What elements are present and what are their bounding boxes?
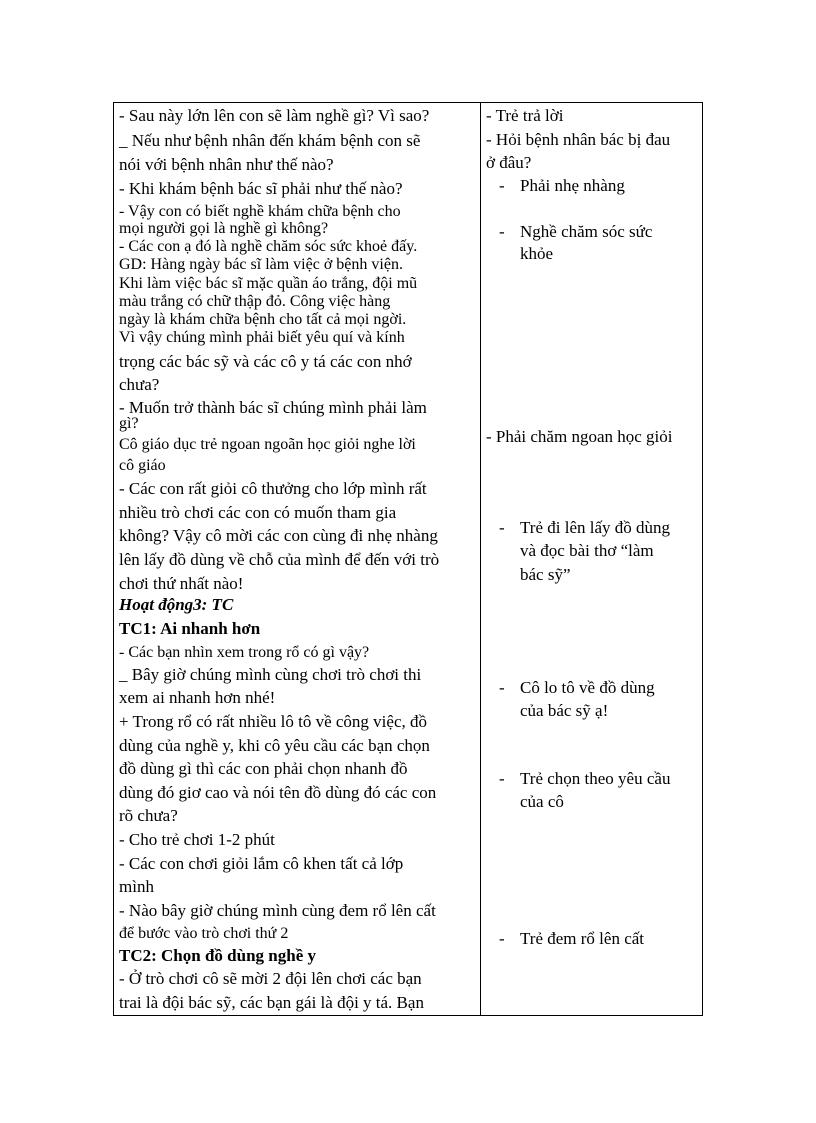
right-text-line: Trẻ đem rổ lên cất bbox=[520, 929, 645, 948]
left-text-line: Vì vậy chúng mình phải biết yêu quí và kính bbox=[119, 329, 405, 346]
left-text-line: Cô giáo dục trẻ ngoan ngoãn học giỏi nghe lời bbox=[119, 436, 416, 453]
right-text-line: của cô bbox=[520, 792, 564, 811]
right-text-line: - Hỏi bệnh nhân bác bị đau bbox=[486, 130, 671, 149]
left-text-line: - Sau này lớn lên con sẽ làm nghề gì? Vì sao? bbox=[119, 106, 430, 125]
left-text-line: - Khi khám bệnh bác sĩ phải như thế nào? bbox=[119, 179, 403, 198]
left-text-line: - Các con rất giỏi cô thưởng cho lớp mình rất bbox=[119, 479, 427, 498]
left-text-line: _ Bây giờ chúng mình cùng chơi trò chơi thi bbox=[119, 665, 422, 684]
left-text-line: màu trắng có chữ thập đỏ. Công việc hàng bbox=[119, 293, 391, 310]
left-text-line: + Trong rổ có rất nhiều lô tô về công việc, đồ bbox=[119, 712, 427, 731]
left-text-line: TC2: Chọn đồ dùng nghề y bbox=[119, 946, 316, 965]
left-text-line: xem ai nhanh hơn nhé! bbox=[119, 688, 276, 707]
left-text-line: - Ở trò chơi cô sẽ mời 2 đội lên chơi các bạn bbox=[119, 969, 422, 988]
left-text-line: dùng đó giơ cao và nói tên đồ dùng đó các con bbox=[119, 783, 437, 802]
left-text-line: chơi thứ nhất nào! bbox=[119, 574, 244, 593]
left-text-line: TC1: Ai nhanh hơn bbox=[119, 619, 261, 638]
right-text-line: của bác sỹ ạ! bbox=[520, 701, 609, 720]
right-text-line: Cô lo tô về đồ dùng bbox=[520, 678, 655, 697]
left-text-line: để bước vào trò chơi thứ 2 bbox=[119, 925, 289, 942]
left-text-line: trai là đội bác sỹ, các bạn gái là đội y tá. Bạn bbox=[119, 993, 424, 1012]
right-text-line: Trẻ đi lên lấy đồ dùng bbox=[520, 518, 671, 537]
left-text-line: lên lấy đồ dùng về chỗ của mình để đến với trò bbox=[119, 550, 440, 569]
left-text-line: - Muốn trở thành bác sĩ chúng mình phải làm bbox=[119, 398, 427, 417]
left-text-line: - Cho trẻ chơi 1-2 phút bbox=[119, 830, 275, 849]
right-text-line: khỏe bbox=[520, 244, 554, 263]
right-text-line: - bbox=[499, 222, 505, 241]
left-text-line: Hoạt động3: TC bbox=[119, 595, 234, 614]
right-text-line: Trẻ chọn theo yêu cầu bbox=[520, 769, 671, 788]
left-text-line: _ Nếu như bệnh nhân đến khám bệnh con sẽ bbox=[119, 131, 421, 150]
left-text-line: rõ chưa? bbox=[119, 806, 178, 825]
left-text-line: chưa? bbox=[119, 375, 160, 394]
right-text-line: - Phải chăm ngoan học giỏi bbox=[486, 427, 673, 446]
left-text-line: - Vậy con có biết nghề khám chữa bệnh cho bbox=[119, 203, 401, 220]
left-text-line: - Các con ạ đó là nghề chăm sóc sức khoẻ đấy. bbox=[119, 238, 418, 255]
left-text-line: - Các bạn nhìn xem trong rổ có gì vậy? bbox=[119, 644, 370, 661]
left-text-line: mọi người gọi là nghề gì không? bbox=[119, 220, 329, 237]
left-text-line: cô giáo bbox=[119, 457, 166, 474]
left-text-line: trọng các bác sỹ và các cô y tá các con nhớ bbox=[119, 352, 412, 371]
right-text-line: - bbox=[499, 518, 505, 537]
left-text-line: ngày là khám chữa bệnh cho tất cả mọi ngời. bbox=[119, 311, 407, 328]
right-text-line: - bbox=[499, 929, 505, 948]
right-text-line: - bbox=[499, 678, 505, 697]
right-text-line: - Trẻ trả lời bbox=[486, 106, 564, 125]
right-text-line: - bbox=[499, 769, 505, 788]
left-text-line: - Nào bây giờ chúng mình cùng đem rổ lên cất bbox=[119, 901, 436, 920]
left-text-line: đồ dùng gì thì các con phải chọn nhanh đồ bbox=[119, 759, 408, 778]
left-text-line: nói với bệnh nhân như thế nào? bbox=[119, 155, 334, 174]
right-text-line: ở đâu? bbox=[486, 153, 532, 172]
left-text-line: dùng của nghề y, khi cô yêu cầu các bạn chọn bbox=[119, 736, 430, 755]
left-text-line: mình bbox=[119, 877, 154, 896]
left-text-line: gì? bbox=[119, 415, 139, 432]
right-text-line: bác sỹ” bbox=[520, 565, 571, 584]
left-text-line: Khi làm việc bác sĩ mặc quần áo trắng, đội mũ bbox=[119, 275, 418, 292]
right-text-line: và đọc bài thơ “làm bbox=[520, 541, 654, 560]
column-divider bbox=[480, 103, 481, 1015]
left-text-line: GD: Hàng ngày bác sĩ làm việc ở bệnh viện. bbox=[119, 256, 403, 273]
right-text-line: Nghề chăm sóc sức bbox=[520, 222, 653, 241]
left-text-line: nhiều trò chơi các con có muốn tham gia bbox=[119, 503, 397, 522]
left-text-line: không? Vậy cô mời các con cùng đi nhẹ nhàng bbox=[119, 526, 438, 545]
right-text-line: Phải nhẹ nhàng bbox=[520, 176, 625, 195]
lesson-table bbox=[113, 102, 703, 1016]
left-text-line: - Các con chơi giỏi lắm cô khen tất cả lớp bbox=[119, 854, 404, 873]
right-text-line: - bbox=[499, 176, 505, 195]
